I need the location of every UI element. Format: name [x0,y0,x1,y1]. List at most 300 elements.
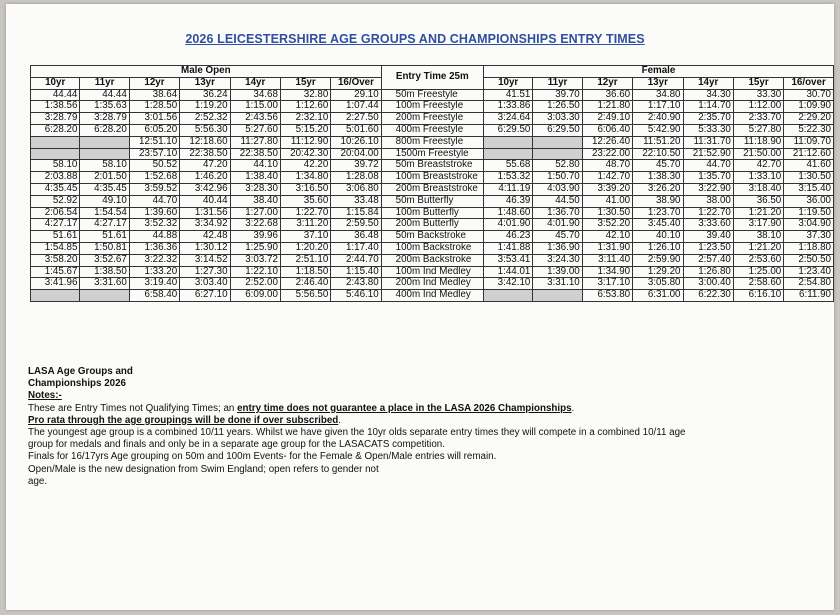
male-time-cell: 11:27.80 [230,136,280,148]
female-time-cell: 30.70 [784,89,834,101]
table-row [31,89,834,101]
male-time-cell: 3:14.52 [180,254,230,266]
male-time-cell: 1:22.70 [280,207,330,219]
male-time-cell: 1:27.30 [180,266,230,278]
male-time-cell: 5:56.30 [180,124,230,136]
male-time-cell: 44.10 [230,160,280,172]
table-row [31,207,834,219]
female-time-cell [483,136,532,148]
female-time-cell [533,290,582,302]
female-time-cell: 21:50.00 [733,148,783,160]
male-time-cell: 3:28.79 [31,113,80,125]
male-time-cell: 51.61 [80,231,129,243]
female-time-cell: 3:17.10 [582,278,632,290]
female-time-cell: 2:29.20 [784,113,834,125]
male-time-cell: 2:32.10 [280,113,330,125]
male-time-cell: 6:09.00 [230,290,280,302]
male-time-cell: 50.52 [129,160,179,172]
female-time-cell: 1:29.20 [633,266,683,278]
table-row [31,101,834,113]
female-time-cell: 1:42.70 [582,172,632,184]
event-cell: 50m Backstroke [381,231,483,243]
male-time-cell: 2:43.56 [230,113,280,125]
female-time-cell: 1:30.50 [582,207,632,219]
male-time-cell: 2:46.40 [280,278,330,290]
table-row [31,136,834,148]
male-time-cell: 3:34.92 [180,219,230,231]
male-time-cell: 1:50.81 [80,242,129,254]
male-time-cell: 22:38.50 [230,148,280,160]
male-time-cell: 44.70 [129,195,179,207]
male-time-cell: 32.80 [280,89,330,101]
male-time-cell: 1:33.20 [129,266,179,278]
female-time-cell: 6:11.90 [784,290,834,302]
note-line: age. [28,475,48,487]
female-time-cell: 12:26.40 [582,136,632,148]
male-time-cell: 3:28.30 [230,183,280,195]
male-time-cell: 36.48 [331,231,381,243]
male-age-header: 10yr [31,77,80,89]
male-time-cell: 2:59.50 [331,219,381,231]
male-time-cell: 2:03.88 [31,172,80,184]
event-cell: 100m Backstroke [381,242,483,254]
notes-label: Notes:- [28,390,62,402]
table-row [31,266,834,278]
female-time-cell: 1:18.80 [784,242,834,254]
male-time-cell [80,290,129,302]
female-time-cell: 6:22.30 [683,290,733,302]
female-time-cell: 1:38.30 [633,172,683,184]
female-time-cell: 45.70 [533,231,582,243]
female-time-cell: 1:44.01 [483,266,532,278]
male-time-cell: 44.44 [80,89,129,101]
male-time-cell [31,136,80,148]
female-time-cell: 1:17.10 [633,101,683,113]
female-time-cell: 1:36.70 [533,207,582,219]
female-time-cell: 11:31.70 [683,136,733,148]
female-time-cell: 1:25.00 [733,266,783,278]
female-time-cell: 1:23.70 [633,207,683,219]
male-time-cell: 3:01.56 [129,113,179,125]
male-time-cell: 1:28.08 [331,172,381,184]
female-time-cell: 1:21.20 [733,242,783,254]
male-time-cell: 3:22.32 [129,254,179,266]
male-time-cell: 42.48 [180,231,230,243]
female-time-cell: 2:54.80 [784,278,834,290]
male-time-cell: 2:51.10 [280,254,330,266]
male-time-cell: 3:22.68 [230,219,280,231]
male-time-cell: 2:27.50 [331,113,381,125]
male-time-cell: 3:28.79 [80,113,129,125]
event-cell: 200m Backstroke [381,254,483,266]
document-page [6,4,834,610]
male-time-cell: 20:42.30 [280,148,330,160]
male-time-cell: 2:52.32 [180,113,230,125]
male-time-cell: 2:01.50 [80,172,129,184]
male-age-header: 14yr [230,77,280,89]
female-time-cell: 36.50 [733,195,783,207]
note-text: . [571,402,575,414]
male-time-cell: 1:17.40 [331,242,381,254]
female-time-cell: 44.70 [683,160,733,172]
event-cell: 50m Breaststroke [381,160,483,172]
entry-time-header: Entry Time 25m [381,66,483,90]
male-time-cell: 5:46.10 [331,290,381,302]
female-time-cell: 39.70 [533,89,582,101]
event-cell: 100m Butterfly [381,207,483,219]
female-time-cell: 6:31.00 [633,290,683,302]
female-time-cell: 3:31.10 [533,278,582,290]
male-time-cell: 3:03.40 [180,278,230,290]
female-time-cell: 3:33.60 [683,219,733,231]
female-time-cell: 41.00 [582,195,632,207]
female-time-cell: 3:53.41 [483,254,532,266]
male-time-cell [31,290,80,302]
female-time-cell: 11:51.20 [633,136,683,148]
female-age-header: 11yr [533,77,582,89]
female-time-cell: 3:45.40 [633,219,683,231]
male-time-cell: 1:38.56 [31,101,80,113]
table-row [31,219,834,231]
female-time-cell: 45.70 [633,160,683,172]
female-time-cell: 3:24.30 [533,254,582,266]
female-time-cell: 5:33.30 [683,124,733,136]
female-time-cell: 3:04.90 [784,219,834,231]
female-time-cell: 55.68 [483,160,532,172]
male-time-cell: 1:54.54 [80,207,129,219]
male-time-cell: 1:38.40 [230,172,280,184]
male-time-cell: 49.10 [80,195,129,207]
female-time-cell: 2:49.10 [582,113,632,125]
female-time-cell: 2:58.60 [733,278,783,290]
note-line [28,415,818,427]
female-time-cell: 2:57.40 [683,254,733,266]
male-time-cell: 1:15.84 [331,207,381,219]
male-time-cell: 1:20.20 [280,242,330,254]
male-time-cell: 3:41.96 [31,278,80,290]
event-cell: 100m Freestyle [381,101,483,113]
female-time-cell: 11:18.90 [733,136,783,148]
female-time-cell: 6:16.10 [733,290,783,302]
table-row [31,172,834,184]
male-time-cell: 5:15.20 [280,124,330,136]
male-time-cell: 5:27.60 [230,124,280,136]
event-cell: 200m Freestyle [381,113,483,125]
male-time-cell: 6:28.20 [31,124,80,136]
male-time-cell: 40.44 [180,195,230,207]
female-time-cell: 48.70 [582,160,632,172]
male-time-cell: 1:31.56 [180,207,230,219]
female-time-cell: 2:53.60 [733,254,783,266]
male-age-header: 16/Over [331,77,381,89]
male-time-cell: 6:27.10 [180,290,230,302]
male-time-cell: 3:16.50 [280,183,330,195]
female-time-cell: 42.70 [733,160,783,172]
female-time-cell: 2:40.90 [633,113,683,125]
male-time-cell: 4:35.45 [31,183,80,195]
note-line: Finals for 16/17yrs Age grouping on 50m and 100m Events- for the Female & Open/Male entries will remain. [28,451,497,463]
male-time-cell: 1:12.60 [280,101,330,113]
event-cell: 400m Ind Medley [381,290,483,302]
event-cell: 200m Ind Medley [381,278,483,290]
table-row [31,160,834,172]
female-time-cell: 5:42.90 [633,124,683,136]
male-time-cell: 6:05.20 [129,124,179,136]
male-time-cell: 39.96 [230,231,280,243]
female-time-cell [533,148,582,160]
note-line [28,403,818,415]
male-time-cell: 37.10 [280,231,330,243]
male-time-cell: 3:19.40 [129,278,179,290]
female-time-cell: 44.50 [533,195,582,207]
female-time-cell: 3:26.20 [633,183,683,195]
male-time-cell: 1:38.50 [80,266,129,278]
male-time-cell: 3:58.20 [31,254,80,266]
event-cell: 200m Butterfly [381,219,483,231]
male-time-cell: 1:25.90 [230,242,280,254]
female-time-cell: 41.51 [483,89,532,101]
female-time-cell: 1:21.80 [582,101,632,113]
female-time-cell: 22:10.50 [633,148,683,160]
female-time-cell: 5:22.30 [784,124,834,136]
event-cell: 200m Breaststroke [381,183,483,195]
note-emphasis: entry time does not guarantee a place in the LASA 2026 Championships [237,402,572,414]
male-time-cell: 1:22.10 [230,266,280,278]
female-time-cell: 36.60 [582,89,632,101]
male-time-cell: 4:27.17 [31,219,80,231]
male-time-cell: 1:54.85 [31,242,80,254]
female-time-cell: 2:50.50 [784,254,834,266]
female-time-cell: 1:41.88 [483,242,532,254]
male-time-cell: 3:06.80 [331,183,381,195]
female-time-cell: 3:52.20 [582,219,632,231]
male-time-cell: 1:27.00 [230,207,280,219]
female-time-cell: 37.30 [784,231,834,243]
female-time-cell: 1:09.90 [784,101,834,113]
male-time-cell: 1:28.50 [129,101,179,113]
female-time-cell: 42.10 [582,231,632,243]
entry-times-table [30,65,834,302]
female-time-cell: 4:01.90 [483,219,532,231]
female-time-cell: 1:23.50 [683,242,733,254]
male-age-header: 15yr [280,77,330,89]
male-time-cell: 52.92 [31,195,80,207]
male-time-cell: 1:36.36 [129,242,179,254]
male-time-cell: 1:15.40 [331,266,381,278]
female-time-cell: 11:09.70 [784,136,834,148]
female-time-cell: 1:31.90 [582,242,632,254]
male-age-header: 13yr [180,77,230,89]
event-cell: 100m Breaststroke [381,172,483,184]
male-time-cell: 3:59.52 [129,183,179,195]
female-age-header: 13yr [633,77,683,89]
table-row [31,242,834,254]
event-cell: 100m Ind Medley [381,266,483,278]
male-time-cell: 44.44 [31,89,80,101]
notes-heading-line2: Championships 2026 [28,378,126,390]
female-time-cell: 3:18.40 [733,183,783,195]
female-time-cell: 2:35.70 [683,113,733,125]
female-age-header: 10yr [483,77,532,89]
female-time-cell: 2:59.90 [633,254,683,266]
female-time-cell: 1:35.70 [683,172,733,184]
note-line: The youngest age group is a combined 10/11 years. Whilst we have given the 10yr olds separate entry times they will compete in a combined 10/11 age [28,427,686,439]
notes-heading-line1: LASA Age Groups and [28,366,133,377]
female-time-cell: 6:53.80 [582,290,632,302]
notes-section [28,366,818,488]
table-row [31,195,834,207]
female-time-cell: 40.10 [633,231,683,243]
female-time-cell: 52.80 [533,160,582,172]
female-time-cell: 1:53.32 [483,172,532,184]
female-time-cell: 4:01.90 [533,219,582,231]
male-time-cell: 1:34.80 [280,172,330,184]
male-time-cell: 1:35.63 [80,101,129,113]
male-time-cell: 42.20 [280,160,330,172]
female-time-cell: 3:03.30 [533,113,582,125]
female-time-cell: 39.40 [683,231,733,243]
female-age-header: 12yr [582,77,632,89]
male-time-cell: 20:04.00 [331,148,381,160]
female-time-cell: 1:26.10 [633,242,683,254]
female-time-cell: 38.00 [683,195,733,207]
male-time-cell: 2:43.80 [331,278,381,290]
male-time-cell: 3:42.96 [180,183,230,195]
female-age-header: 15yr [733,77,783,89]
female-time-cell: 46.39 [483,195,532,207]
male-time-cell: 3:03.72 [230,254,280,266]
female-time-cell: 21:12.60 [784,148,834,160]
male-time-cell: 1:39.60 [129,207,179,219]
female-time-cell: 3:00.40 [683,278,733,290]
male-time-cell: 11:12.90 [280,136,330,148]
female-time-cell: 6:06.40 [582,124,632,136]
female-time-cell: 34.80 [633,89,683,101]
female-time-cell: 38.10 [733,231,783,243]
male-time-cell: 1:18.50 [280,266,330,278]
female-time-cell: 23:22.00 [582,148,632,160]
female-time-cell: 33.30 [733,89,783,101]
male-time-cell [31,148,80,160]
male-time-cell: 4:35.45 [80,183,129,195]
female-time-cell: 1:22.70 [683,207,733,219]
female-time-cell: 1:33.86 [483,101,532,113]
female-time-cell: 1:34.90 [582,266,632,278]
female-time-cell: 1:36.90 [533,242,582,254]
group-header-row [31,66,834,78]
male-time-cell: 1:30.12 [180,242,230,254]
table-row [31,254,834,266]
male-time-cell [80,148,129,160]
female-time-cell: 41.60 [784,160,834,172]
note-emphasis: Pro rata through the age groupings will be done if over subscribed [28,414,339,426]
male-time-cell: 1:19.20 [180,101,230,113]
male-time-cell: 3:52.67 [80,254,129,266]
female-time-cell: 4:03.90 [533,183,582,195]
table-row [31,290,834,302]
female-time-cell: 21:52.90 [683,148,733,160]
male-time-cell: 6:28.20 [80,124,129,136]
female-time-cell: 1:21.20 [733,207,783,219]
note-line: group for medals and finals and only be in a separate age group for the LASACATS competition. [28,439,445,451]
female-age-header: 16/over [784,77,834,89]
male-time-cell: 3:11.20 [280,219,330,231]
female-time-cell: 1:39.00 [533,266,582,278]
female-header: Female [483,66,833,78]
female-time-cell: 1:26.50 [533,101,582,113]
female-time-cell: 3:22.90 [683,183,733,195]
female-time-cell: 5:27.80 [733,124,783,136]
male-time-cell: 5:56.50 [280,290,330,302]
female-time-cell: 34.30 [683,89,733,101]
female-time-cell: 3:24.64 [483,113,532,125]
male-age-header: 12yr [129,77,179,89]
female-time-cell [533,136,582,148]
male-time-cell: 34.68 [230,89,280,101]
male-time-cell: 1:46.20 [180,172,230,184]
female-time-cell: 1:23.40 [784,266,834,278]
female-time-cell [483,290,532,302]
female-time-cell: 1:14.70 [683,101,733,113]
male-time-cell: 1:52.68 [129,172,179,184]
female-time-cell: 1:33.10 [733,172,783,184]
male-time-cell: 39.72 [331,160,381,172]
female-time-cell: 46.23 [483,231,532,243]
male-time-cell: 2:06.54 [31,207,80,219]
male-time-cell: 22:38.50 [180,148,230,160]
female-time-cell: 6:29.50 [483,124,532,136]
male-time-cell: 4:27.17 [80,219,129,231]
male-age-header: 11yr [80,77,129,89]
female-time-cell: 3:11.40 [582,254,632,266]
female-time-cell: 1:48.60 [483,207,532,219]
male-time-cell: 1:07.44 [331,101,381,113]
male-time-cell: 36.24 [180,89,230,101]
male-time-cell: 1:45.67 [31,266,80,278]
note-text: These are Entry Times not Qualifying Times; an [28,402,238,414]
male-time-cell: 38.64 [129,89,179,101]
male-time-cell: 44.88 [129,231,179,243]
note-text: . [338,414,342,426]
female-time-cell: 36.00 [784,195,834,207]
note-line: Open/Male is the new designation from Swim England; open refers to gender not [28,463,379,475]
table-row [31,231,834,243]
female-time-cell: 3:17.90 [733,219,783,231]
male-time-cell: 35.60 [280,195,330,207]
female-age-header: 14yr [683,77,733,89]
female-time-cell: 1:19.50 [784,207,834,219]
male-time-cell: 58.10 [80,160,129,172]
male-time-cell: 47.20 [180,160,230,172]
male-time-cell: 2:44.70 [331,254,381,266]
male-time-cell: 12:18.60 [180,136,230,148]
male-time-cell: 1:15.00 [230,101,280,113]
table-row [31,278,834,290]
female-time-cell: 4:11.19 [483,183,532,195]
male-time-cell: 2:52.00 [230,278,280,290]
male-time-cell: 12:51.10 [129,136,179,148]
male-time-cell: 6:58.40 [129,290,179,302]
female-time-cell: 3:39.20 [582,183,632,195]
female-time-cell: 1:12.00 [733,101,783,113]
male-time-cell: 3:31.60 [80,278,129,290]
male-open-header: Male Open [31,66,382,78]
female-time-cell: 2:33.70 [733,113,783,125]
event-cell: 1500m Freestyle [381,148,483,160]
male-time-cell: 5:01.60 [331,124,381,136]
male-time-cell: 29.10 [331,89,381,101]
female-time-cell: 3:15.40 [784,183,834,195]
